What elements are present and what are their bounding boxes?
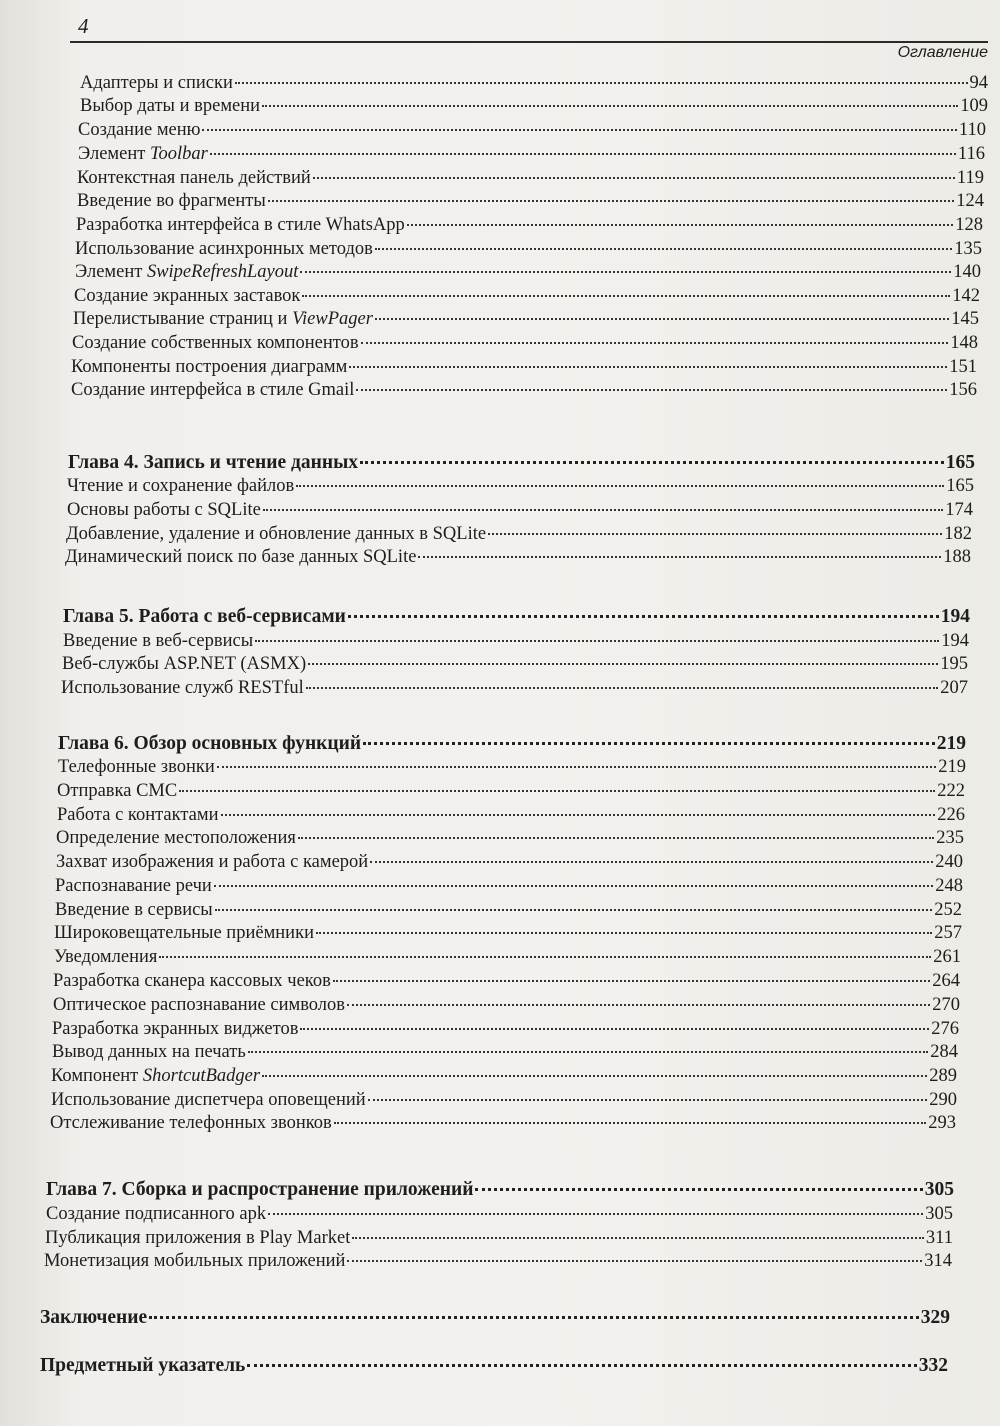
- toc-entry: [62, 653, 968, 675]
- toc-entry: [80, 95, 988, 117]
- toc-entry-title: Разработка сканера кассовых чеков: [53, 971, 331, 991]
- toc-entry: [63, 630, 969, 652]
- toc-entry-title: Работа с контактами: [57, 805, 219, 825]
- toc-entry-page: 264: [932, 971, 960, 991]
- toc-entry-title: Распознавание речи: [55, 876, 212, 896]
- toc-entry-title: Определение местоположения: [56, 828, 296, 848]
- dot-leader: [348, 615, 939, 618]
- toc-entry-title: Создание экранных заставок: [74, 286, 301, 306]
- toc-entry-page: 240: [935, 852, 963, 872]
- toc-entry: [51, 1089, 957, 1111]
- toc-entry-page: 116: [957, 144, 985, 164]
- toc-entry: [57, 780, 965, 802]
- toc-entry-page: 293: [928, 1113, 956, 1133]
- toc-entry-page: 305: [925, 1204, 953, 1224]
- toc-entry: [67, 499, 973, 521]
- dot-leader: [302, 295, 950, 297]
- toc-entry-page: 329: [920, 1307, 950, 1328]
- toc-entry-title: Широковещательные приёмники: [54, 923, 314, 943]
- dot-leader: [316, 932, 932, 934]
- toc-entry: [46, 1203, 953, 1225]
- toc-entry: [78, 119, 986, 141]
- toc-entry-page: 119: [956, 168, 984, 188]
- toc-entry-page: 207: [940, 678, 968, 698]
- toc-entry: [55, 899, 962, 921]
- dot-leader: [418, 556, 941, 558]
- toc-entry-title: Использование служб RESTful: [61, 678, 304, 698]
- dot-leader: [262, 1075, 927, 1077]
- toc-entry-title: Предметный указатель: [40, 1355, 246, 1376]
- toc-chapter: [58, 733, 966, 755]
- header-rule: [70, 41, 988, 43]
- toc-entry: [80, 72, 988, 94]
- toc-entry-title: Захват изображения и работа с камерой: [56, 852, 369, 872]
- dot-leader: [375, 318, 949, 320]
- toc-entry-title: Вывод данных на печать: [52, 1042, 246, 1062]
- toc-entry: [53, 970, 960, 992]
- toc-entry-page: 314: [924, 1251, 952, 1271]
- toc-entry-page: 148: [950, 333, 978, 353]
- toc-entry: [66, 523, 972, 545]
- toc-entry-title: Создание подписанного apk: [46, 1204, 267, 1224]
- toc-entry-title: Введение в веб-сервисы: [63, 631, 254, 651]
- dot-leader: [268, 200, 954, 202]
- page-header: [70, 14, 988, 61]
- toc-entry-page: 94: [969, 73, 988, 93]
- toc-entry-title: Создание собственных компонентов: [72, 333, 359, 353]
- toc-entry-page: 188: [943, 547, 971, 567]
- toc-entry: [54, 946, 961, 968]
- toc-entry: [73, 308, 979, 330]
- dot-leader: [248, 1051, 928, 1053]
- dot-leader: [361, 342, 949, 344]
- dot-leader: [179, 790, 935, 792]
- toc-entry: [54, 922, 962, 944]
- toc-entry: [72, 332, 978, 354]
- toc-entry: [58, 756, 966, 778]
- toc-entry-page: 305: [924, 1179, 954, 1200]
- toc-chapter: [40, 1307, 950, 1329]
- toc-entry-title: Элемент SwipeRefreshLayout: [75, 262, 299, 282]
- dot-leader: [370, 861, 933, 863]
- dot-leader: [247, 1364, 916, 1367]
- toc-entry: [74, 285, 980, 307]
- toc-entry-title: Выбор даты и времени: [80, 96, 261, 116]
- dot-leader: [356, 389, 947, 391]
- toc-chapter: [40, 1355, 948, 1377]
- dot-leader: [217, 766, 937, 768]
- dot-leader: [333, 980, 930, 982]
- toc-entry-title: Заключение: [40, 1307, 148, 1328]
- toc-entry-page: 257: [934, 923, 962, 943]
- toc-entry-title: Элемент Toolbar: [78, 144, 208, 164]
- toc-entry-title: Глава 5. Работа с веб-сервисами: [63, 606, 346, 627]
- dot-leader: [475, 1188, 922, 1191]
- toc-entry-page: 165: [946, 476, 974, 496]
- toc-entry-title: Отправка СМС: [57, 781, 178, 801]
- dot-leader: [262, 105, 958, 107]
- toc-entry-page: 270: [932, 995, 960, 1015]
- toc-entry-page: 194: [941, 631, 969, 651]
- dot-leader: [255, 640, 939, 642]
- toc-entry-page: 128: [955, 215, 983, 235]
- toc-entry-title: Глава 7. Сборка и распространение приложений: [46, 1179, 474, 1200]
- dot-leader: [308, 663, 938, 665]
- toc-entry-page: 135: [954, 239, 982, 259]
- toc-entry-page: 235: [936, 828, 964, 848]
- toc-entry-title: Введение в сервисы: [55, 900, 213, 920]
- toc-entry-title: Чтение и сохранение файлов: [67, 476, 295, 496]
- dot-leader: [347, 1004, 930, 1006]
- toc-entry-title: Оптическое распознавание символов: [53, 995, 346, 1015]
- dot-leader: [360, 461, 944, 464]
- toc-entry-title: Динамический поиск по базе данных SQLite: [65, 547, 417, 567]
- dot-leader: [363, 742, 935, 745]
- running-title: Оглавление: [897, 44, 988, 61]
- toc-entry: [61, 677, 968, 699]
- toc-entry: [50, 1112, 956, 1134]
- toc-entry-title: Глава 4. Запись и чтение данных: [68, 452, 359, 473]
- toc-entry-page: 165: [945, 452, 975, 473]
- toc-entry-title: Отслеживание телефонных звонков: [50, 1113, 332, 1133]
- toc-entry: [45, 1227, 953, 1249]
- toc-entry-title: Уведомления: [54, 947, 158, 967]
- toc-entry-title: Компоненты построения диаграмм: [71, 357, 348, 377]
- toc-entry: [75, 261, 981, 283]
- toc-entry: [77, 167, 984, 189]
- toc-entry: [67, 475, 974, 497]
- dot-leader: [368, 1099, 928, 1101]
- dot-leader: [235, 82, 968, 84]
- toc-entry-page: 219: [938, 757, 966, 777]
- toc-chapter: [46, 1179, 954, 1201]
- dot-leader: [407, 224, 953, 226]
- dot-leader: [221, 814, 936, 816]
- toc-entry-title: Монетизация мобильных приложений: [44, 1251, 346, 1271]
- dot-leader: [263, 509, 943, 511]
- dot-leader: [375, 248, 952, 250]
- toc-entry-page: 182: [944, 524, 972, 544]
- dot-leader: [214, 885, 933, 887]
- dot-leader: [149, 1316, 919, 1319]
- toc-entry-page: 284: [930, 1042, 958, 1062]
- toc-entry-page: 145: [951, 309, 979, 329]
- dot-leader: [202, 129, 956, 131]
- toc-entry-page: 109: [960, 96, 988, 116]
- toc-entry-title: Введение во фрагменты: [77, 191, 266, 211]
- toc-entry: [52, 1041, 958, 1063]
- page-number: 4: [78, 14, 89, 38]
- toc-entry: [78, 143, 985, 165]
- toc-entry-title: Адаптеры и списки: [80, 73, 233, 93]
- toc-entry-page: 226: [937, 805, 965, 825]
- toc-entry-page: 140: [953, 262, 981, 282]
- dot-leader: [268, 1213, 923, 1215]
- dot-leader: [210, 153, 956, 155]
- toc-entry: [75, 238, 982, 260]
- toc-entry-page: 290: [929, 1090, 957, 1110]
- toc-entry-title: Разработка интерфейса в стиле WhatsApp: [76, 215, 405, 235]
- dot-leader: [349, 366, 947, 368]
- toc-chapter: [63, 606, 970, 628]
- toc-entry-page: 252: [934, 900, 962, 920]
- toc-entry-title: Разработка экранных виджетов: [52, 1019, 299, 1039]
- dot-leader: [488, 533, 942, 535]
- toc-entry-page: 156: [949, 380, 977, 400]
- toc-entry-page: 289: [929, 1066, 957, 1086]
- toc-entry-page: 311: [925, 1228, 953, 1248]
- toc-entry-page: 332: [918, 1355, 948, 1376]
- toc-entry-title: Контекстная панель действий: [77, 168, 311, 188]
- toc-entry-page: 124: [956, 191, 984, 211]
- dot-leader: [296, 485, 944, 487]
- toc-entry: [77, 190, 984, 212]
- toc-entry-page: 194: [940, 606, 970, 627]
- toc-entry: [51, 1065, 957, 1087]
- toc-entry-title: Использование диспетчера оповещений: [51, 1090, 366, 1110]
- toc-entry-page: 110: [958, 120, 986, 140]
- dot-leader: [347, 1260, 922, 1262]
- toc-entry: [56, 827, 964, 849]
- toc-entry-page: 174: [945, 500, 973, 520]
- toc-entry-title: Использование асинхронных методов: [75, 239, 373, 259]
- toc-entry: [44, 1250, 952, 1272]
- toc-entry-page: 248: [935, 876, 963, 896]
- dot-leader: [215, 909, 933, 911]
- toc-entry: [71, 356, 977, 378]
- toc-entry-title: Компонент ShortcutBadger: [51, 1066, 261, 1086]
- dot-leader: [313, 177, 955, 179]
- toc-entry-title: Основы работы с SQLite: [67, 500, 261, 520]
- toc-entry-title: Перелистывание страниц и ViewPager: [73, 309, 373, 329]
- toc-entry: [65, 546, 971, 568]
- dot-leader: [352, 1237, 924, 1239]
- dot-leader: [300, 271, 951, 273]
- toc-entry: [57, 804, 965, 826]
- toc-entry-page: 195: [940, 654, 968, 674]
- dot-leader: [159, 956, 931, 958]
- toc-entry-title: Телефонные звонки: [58, 757, 215, 777]
- toc-entry: [53, 994, 960, 1016]
- toc-entry-page: 142: [952, 286, 980, 306]
- toc-chapter: [68, 452, 975, 474]
- dot-leader: [298, 837, 934, 839]
- toc-entry-title: Добавление, удаление и обновление данных в SQLite: [66, 524, 487, 544]
- dot-leader: [300, 1028, 929, 1030]
- toc-entry-page: 261: [933, 947, 961, 967]
- toc-entry-page: 222: [937, 781, 965, 801]
- toc-entry-title: Глава 6. Обзор основных функций: [58, 733, 362, 754]
- toc-entry-title: Публикация приложения в Play Market: [45, 1228, 351, 1248]
- toc-entry-title: Создание меню: [78, 120, 201, 140]
- toc-entry: [52, 1018, 959, 1040]
- dot-leader: [334, 1122, 926, 1124]
- toc-entry: [55, 875, 963, 897]
- toc-entry: [56, 851, 963, 873]
- toc-entry-page: 151: [949, 357, 977, 377]
- toc-entry-title: Веб-службы ASP.NET (ASMX): [62, 654, 307, 674]
- dot-leader: [306, 687, 939, 689]
- toc-entry: [76, 214, 983, 236]
- toc-entry-page: 276: [931, 1019, 959, 1039]
- toc-entry: [71, 379, 977, 401]
- toc-entry-title: Создание интерфейса в стиле Gmail: [71, 380, 355, 400]
- toc-entry-page: 219: [936, 733, 966, 754]
